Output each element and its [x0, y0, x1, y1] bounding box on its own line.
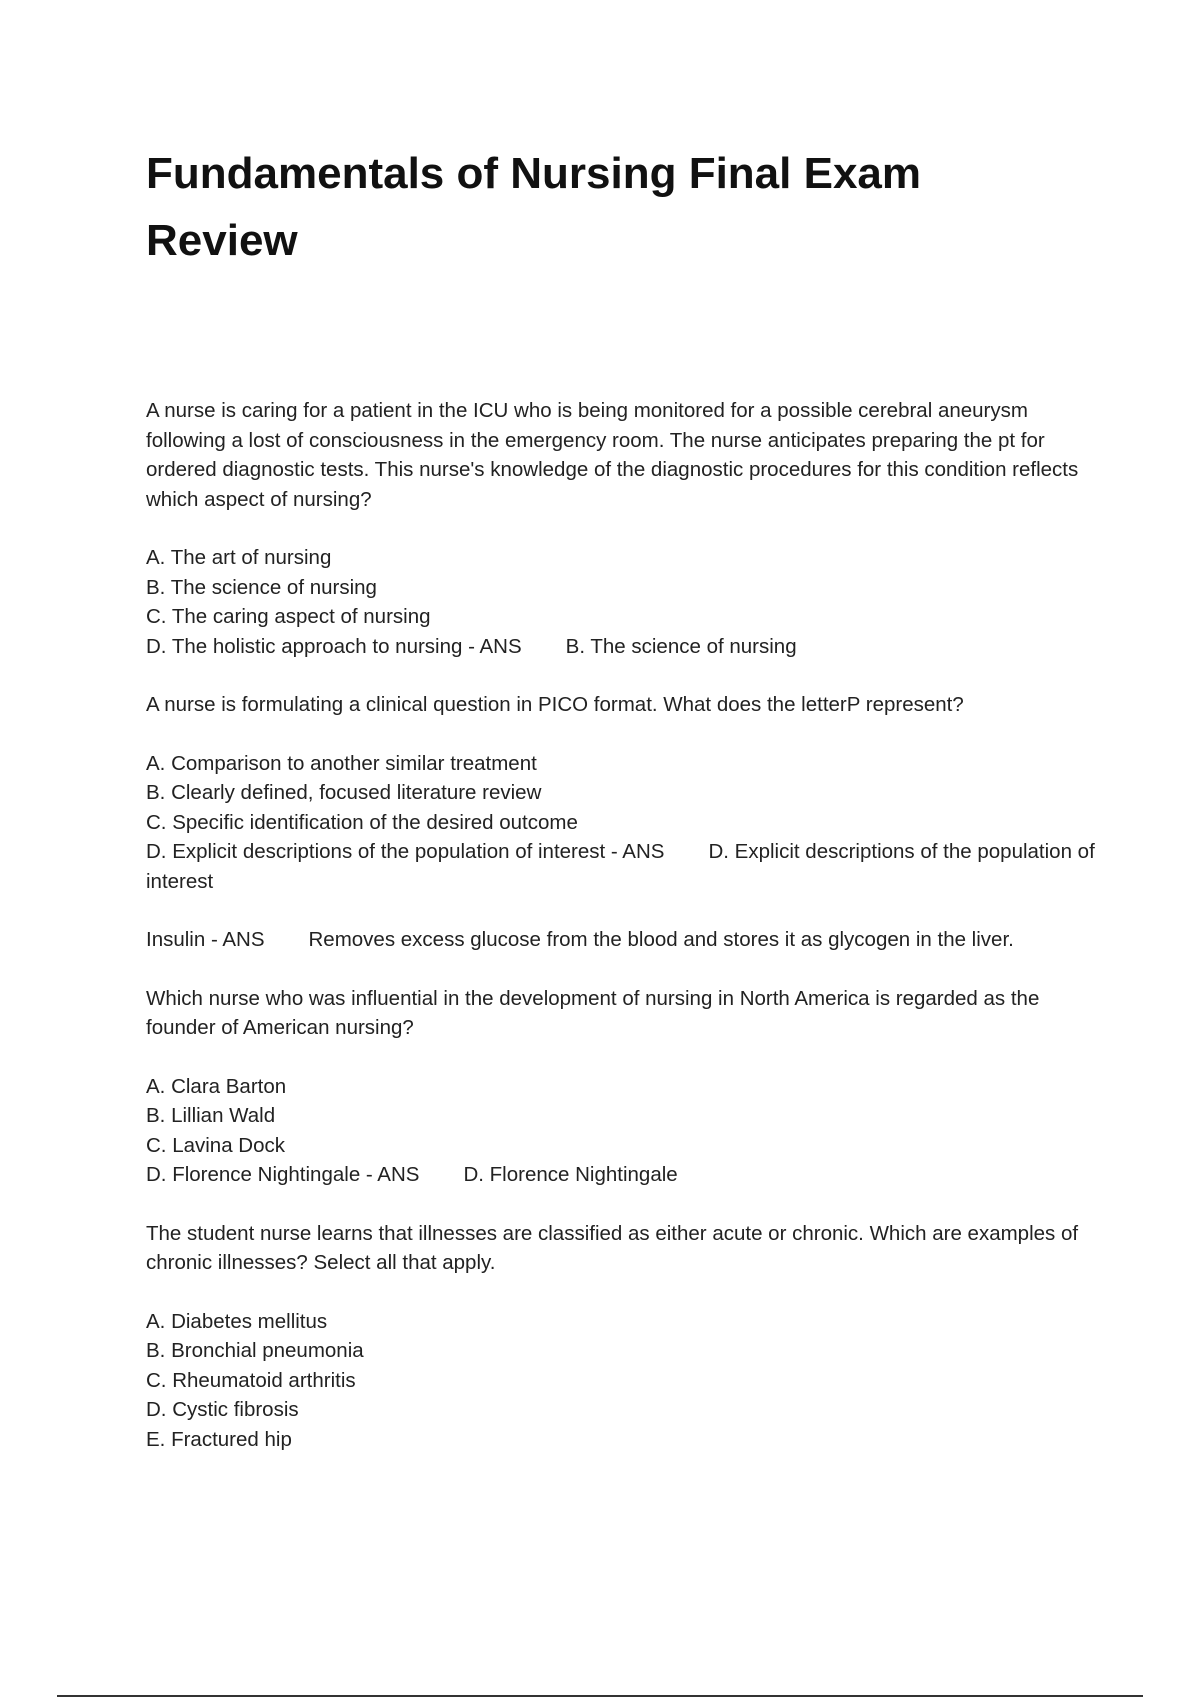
option-item: B. The science of nursing [146, 575, 377, 599]
answer-text: B. The science of nursing [565, 634, 797, 658]
option-item: D. Florence Nightingale - ANS [146, 1163, 420, 1186]
answer-text: D. Florence Nightingale [463, 1163, 678, 1186]
option-answer-line [146, 1160, 1096, 1190]
option-item: C. Specific identification of the desired outcome [146, 810, 578, 834]
question-2-options [146, 749, 1096, 897]
option-item: D. Cystic fibrosis [146, 1398, 299, 1421]
option-answer-line [146, 632, 1096, 662]
question-3-line [146, 925, 1096, 955]
question-2-text: A nurse is formulating a clinical question in PICO format. What does the letterP represent? [146, 693, 964, 716]
option-item: C. Rheumatoid arthritis [146, 1368, 356, 1392]
question-5-text: The student nurse learns that illnesses are classified as either acute or chronic. Which are examples of chronic illnesses? Select all that apply. [146, 1221, 1079, 1274]
option-item: B. Clearly defined, focused literature review [146, 781, 542, 804]
option-item: B. Lillian Wald [146, 1104, 276, 1127]
question-5-options [146, 1307, 1096, 1455]
option-item: E. Fractured hip [146, 1427, 292, 1451]
option-answer-line [146, 837, 1096, 896]
document-content [146, 396, 1096, 1483]
option-item: C. The caring aspect of nursing [146, 605, 431, 628]
question-4-options [146, 1072, 1096, 1190]
answer-text: Removes excess glucose from the blood and stores it as glycogen in the liver. [308, 928, 1014, 951]
question-1-text: A nurse is caring for a patient in the ICU who is being monitored for a possible cerebral aneurysm following a lost of consciousness in the emergency room. The nurse anticipates preparing the pt for ordered diagnostic tests. This nurse's knowledge of the diagnostic procedures for this condition reflects which aspect of nursing? [146, 399, 1079, 511]
question-1-options [146, 543, 1096, 661]
question-4-text: Which nurse who was influential in the development of nursing in North America is regarded as the founder of American nursing? [146, 986, 1040, 1039]
option-item: A. Diabetes mellitus [146, 1309, 328, 1333]
option-item: A. Comparison to another similar treatment [146, 751, 537, 775]
option-item: D. The holistic approach to nursing - ANS [146, 634, 522, 658]
option-item: A. Clara Barton [146, 1074, 287, 1098]
option-item: D. Explicit descriptions of the population of interest - ANS [146, 840, 665, 863]
option-item: C. Lavina Dock [146, 1133, 286, 1157]
term-text: Insulin - ANS [146, 928, 265, 951]
footer-divider [57, 1695, 1143, 1697]
option-item: A. The art of nursing [146, 546, 332, 569]
page-title: Fundamentals of Nursing Final Exam Review [146, 149, 922, 265]
answer-text: D. Explicit descriptions of the population of interest [146, 840, 1095, 893]
option-item: B. Bronchial pneumonia [146, 1339, 364, 1362]
